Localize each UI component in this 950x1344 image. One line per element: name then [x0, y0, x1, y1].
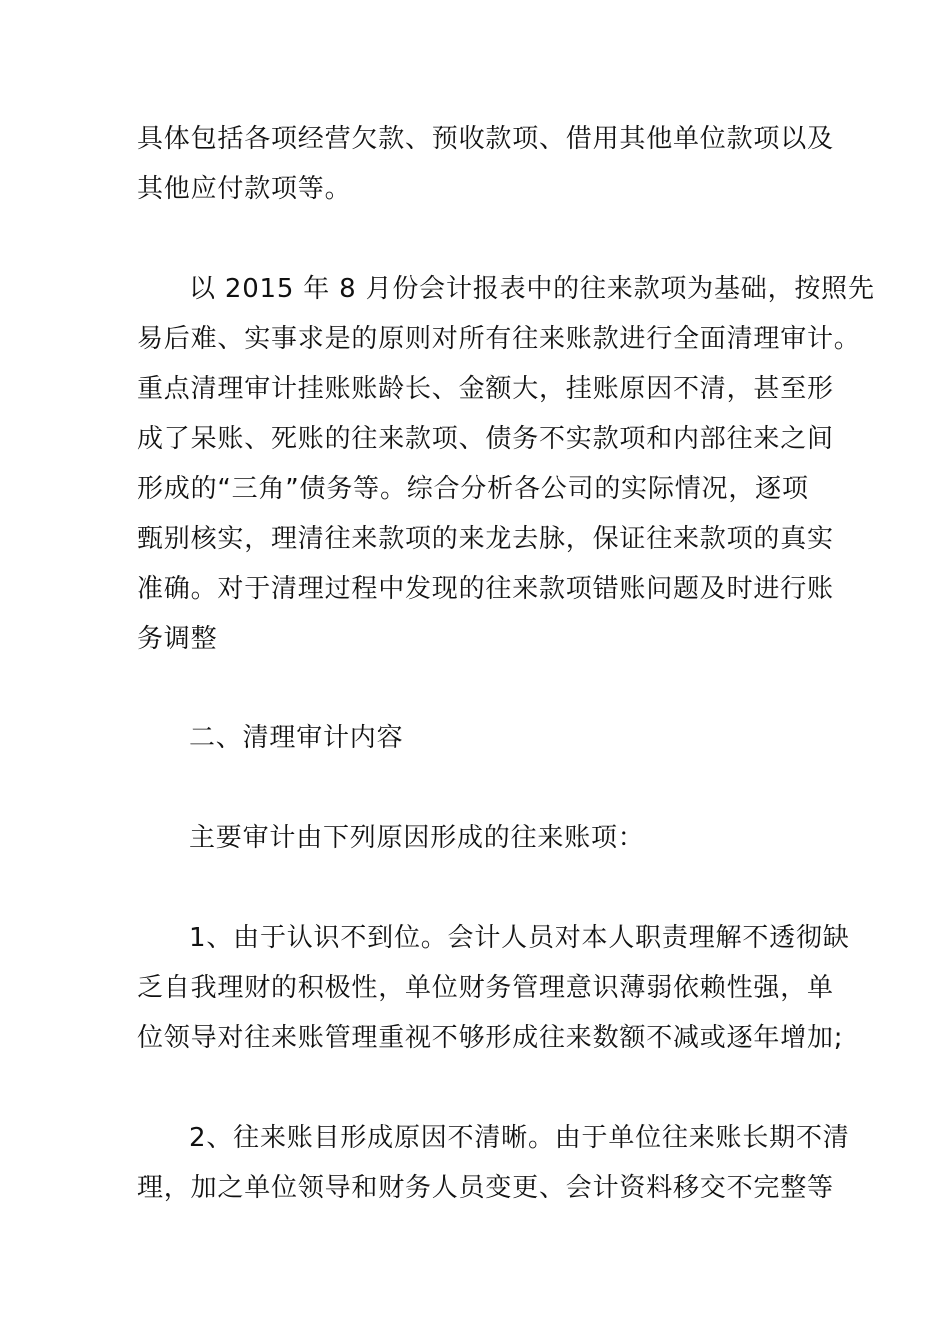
- paragraph-1-line-2: 其他应付款项等。: [137, 174, 352, 204]
- section-heading: 二、清理审计内容: [189, 723, 404, 753]
- paragraph-1-line-1: 具体包括各项经营欠款、预收款项、借用其他单位款项以及: [137, 124, 834, 154]
- paragraph-4-line-3: 位领导对往来账管理重视不够形成往来数额不减或逐年增加;: [137, 1023, 844, 1053]
- paragraph-5-line-2: 理，加之单位领导和财务人员变更、会计资料移交不完整等: [137, 1173, 834, 1203]
- paragraph-2-line-1: 以 2015 年 8 月份会计报表中的往来款项为基础，按照先: [189, 274, 875, 304]
- paragraph-2-line-2: 易后难、实事求是的原则对所有往来账款进行全面清理审计。: [137, 324, 861, 354]
- paragraph-2-line-8: 务调整: [137, 624, 218, 654]
- paragraph-2-line-5: 形成的“三角”债务等。综合分析各公司的实际情况，逐项: [137, 474, 809, 504]
- paragraph-4-line-2: 乏自我理财的积极性，单位财务管理意识薄弱依赖性强，单: [137, 973, 834, 1003]
- paragraph-5-line-1: 2、往来账目形成原因不清晰。由于单位往来账长期不清: [189, 1123, 850, 1153]
- paragraph-4-line-1: 1、由于认识不到位。会计人员对本人职责理解不透彻缺: [189, 923, 850, 953]
- paragraph-2-line-6: 甄别核实，理清往来款项的来龙去脉，保证往来款项的真实: [137, 524, 834, 554]
- paragraph-2-line-7: 准确。对于清理过程中发现的往来款项错账问题及时进行账: [137, 574, 834, 604]
- paragraph-2-line-4: 成了呆账、死账的往来款项、债务不实款项和内部往来之间: [137, 424, 834, 454]
- paragraph-3-line-1: 主要审计由下列原因形成的往来账项：: [189, 823, 645, 853]
- paragraph-2-line-3: 重点清理审计挂账账龄长、金额大，挂账原因不清，甚至形: [137, 374, 834, 404]
